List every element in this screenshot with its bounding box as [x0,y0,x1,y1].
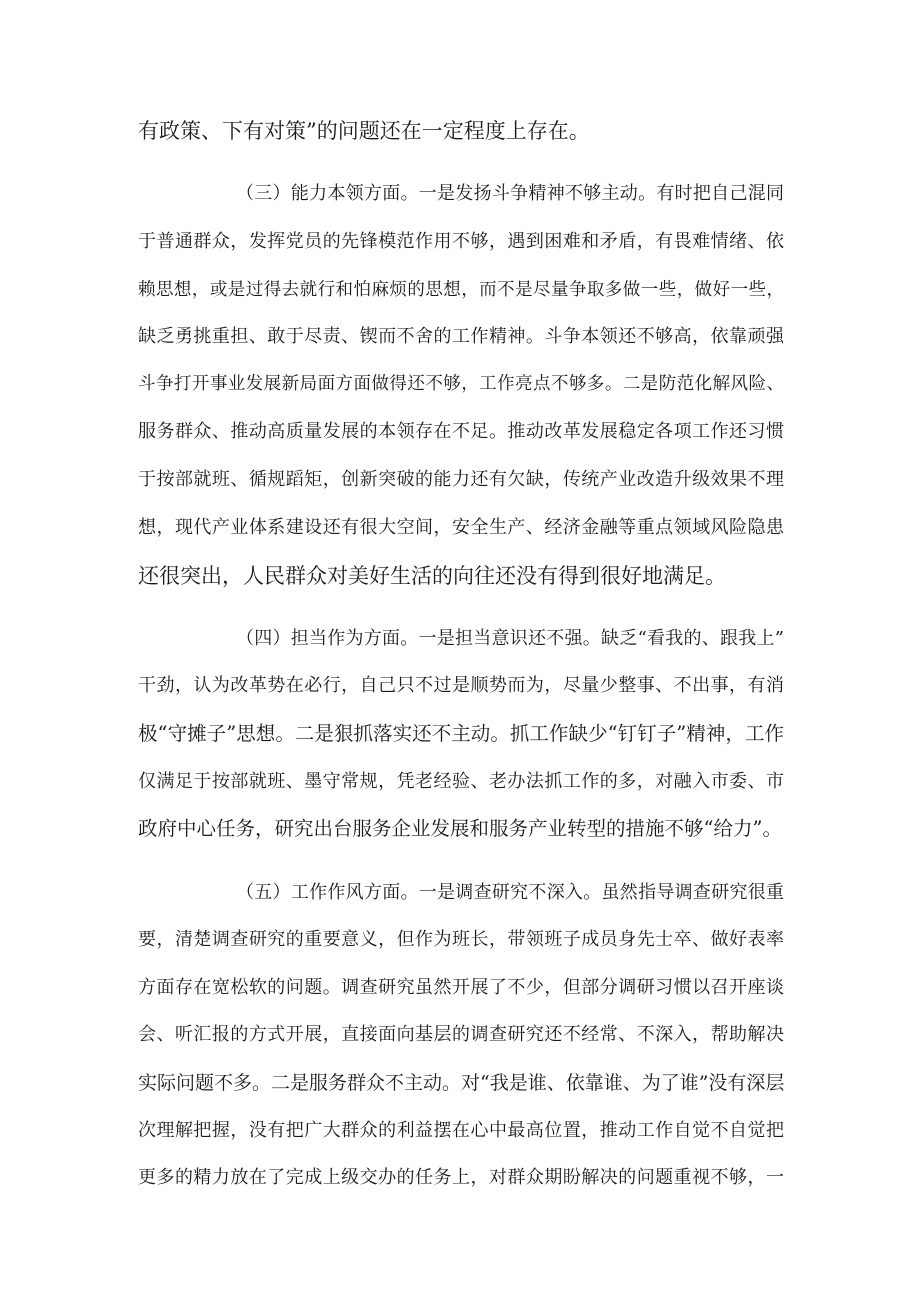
text-line: 仅满足于按部就班、墨守常规，凭老经验、老办法抓工作的多，对融入市委、市 [138,771,784,792]
text-line: 于按部就班、循规蹈矩，创新突破的能力还有欠缺，传统产业改造升级效果不理 [138,469,784,490]
text-line: 想，现代产业体系建设还有很大空间，安全生产、经济金融等重点领域风险隐患 [138,517,784,538]
text-line: 于普通群众，发挥党员的先锋模范作用不够，遇到困难和矛盾，有畏难情绪、依 [138,231,784,252]
text-line: 政府中心任务，研究出台服务企业发展和服务产业转型的措施不够“给力”。 [138,817,782,840]
text-line: 服务群众、推动高质量发展的本领存在不足。推动改革发展稳定各项工作还习惯 [138,421,784,442]
text-line: 次理解把握，没有把广大群众的利益摆在心中最高位置，推动工作自觉不自觉把 [138,1120,784,1141]
text-line: 有政策、下有对策”的问题还在一定程度上存在。 [138,119,590,143]
paragraph-heading-line: （三）能力本领方面。一是发扬斗争精神不够主动。有时把自己混同 [236,183,784,204]
text-line: 要，清楚调查研究的重要意义，但作为班长，带领班子成员身先士卒、做好表率 [138,929,784,950]
text-line: 更多的精力放在了完成上级交办的任务上，对群众期盼解决的问题重视不够，一 [138,1167,784,1188]
text-line: 斗争打开事业发展新局面方面做得还不够，工作亮点不够多。二是防范化解风险、 [138,374,784,394]
text-line: 还很突出，人民群众对美好生活的向往还没有得到很好地满足。 [138,564,726,588]
text-line: 缺乏勇挑重担、敢于尽责、锲而不舍的工作精神。斗争本领还不够高，依靠顽强 [138,326,784,347]
text-line: 极“守摊子”思想。二是狠抓落实还不主动。抓工作缺少“钉钉子”精神，工作 [138,722,784,745]
paragraph-heading-line: （四）担当作为方面。一是担当意识还不强。缺乏“看我的、跟我上” [236,628,784,649]
text-line: 实际问题不多。二是服务群众不主动。对“我是谁、依靠谁、为了谁”没有深层 [138,1072,784,1094]
text-line: 赖思想，或是过得去就行和怕麻烦的思想，而不是尽量争取多做一些，做好一些， [138,280,784,300]
text-line: 方面存在宽松软的问题。调查研究虽然开展了不少，但部分调研习惯以召开座谈 [138,977,784,998]
text-line: 干劲，认为改革势在必行，自己只不过是顺势而为，尽量少整事、不出事，有消 [138,675,784,696]
text-line: 会、听汇报的方式开展，直接面向基层的调查研究还不经常、不深入，帮助解决 [138,1024,784,1045]
paragraph-heading-line: （五）工作作风方面。一是调查研究不深入。虽然指导调查研究很重 [236,882,784,903]
